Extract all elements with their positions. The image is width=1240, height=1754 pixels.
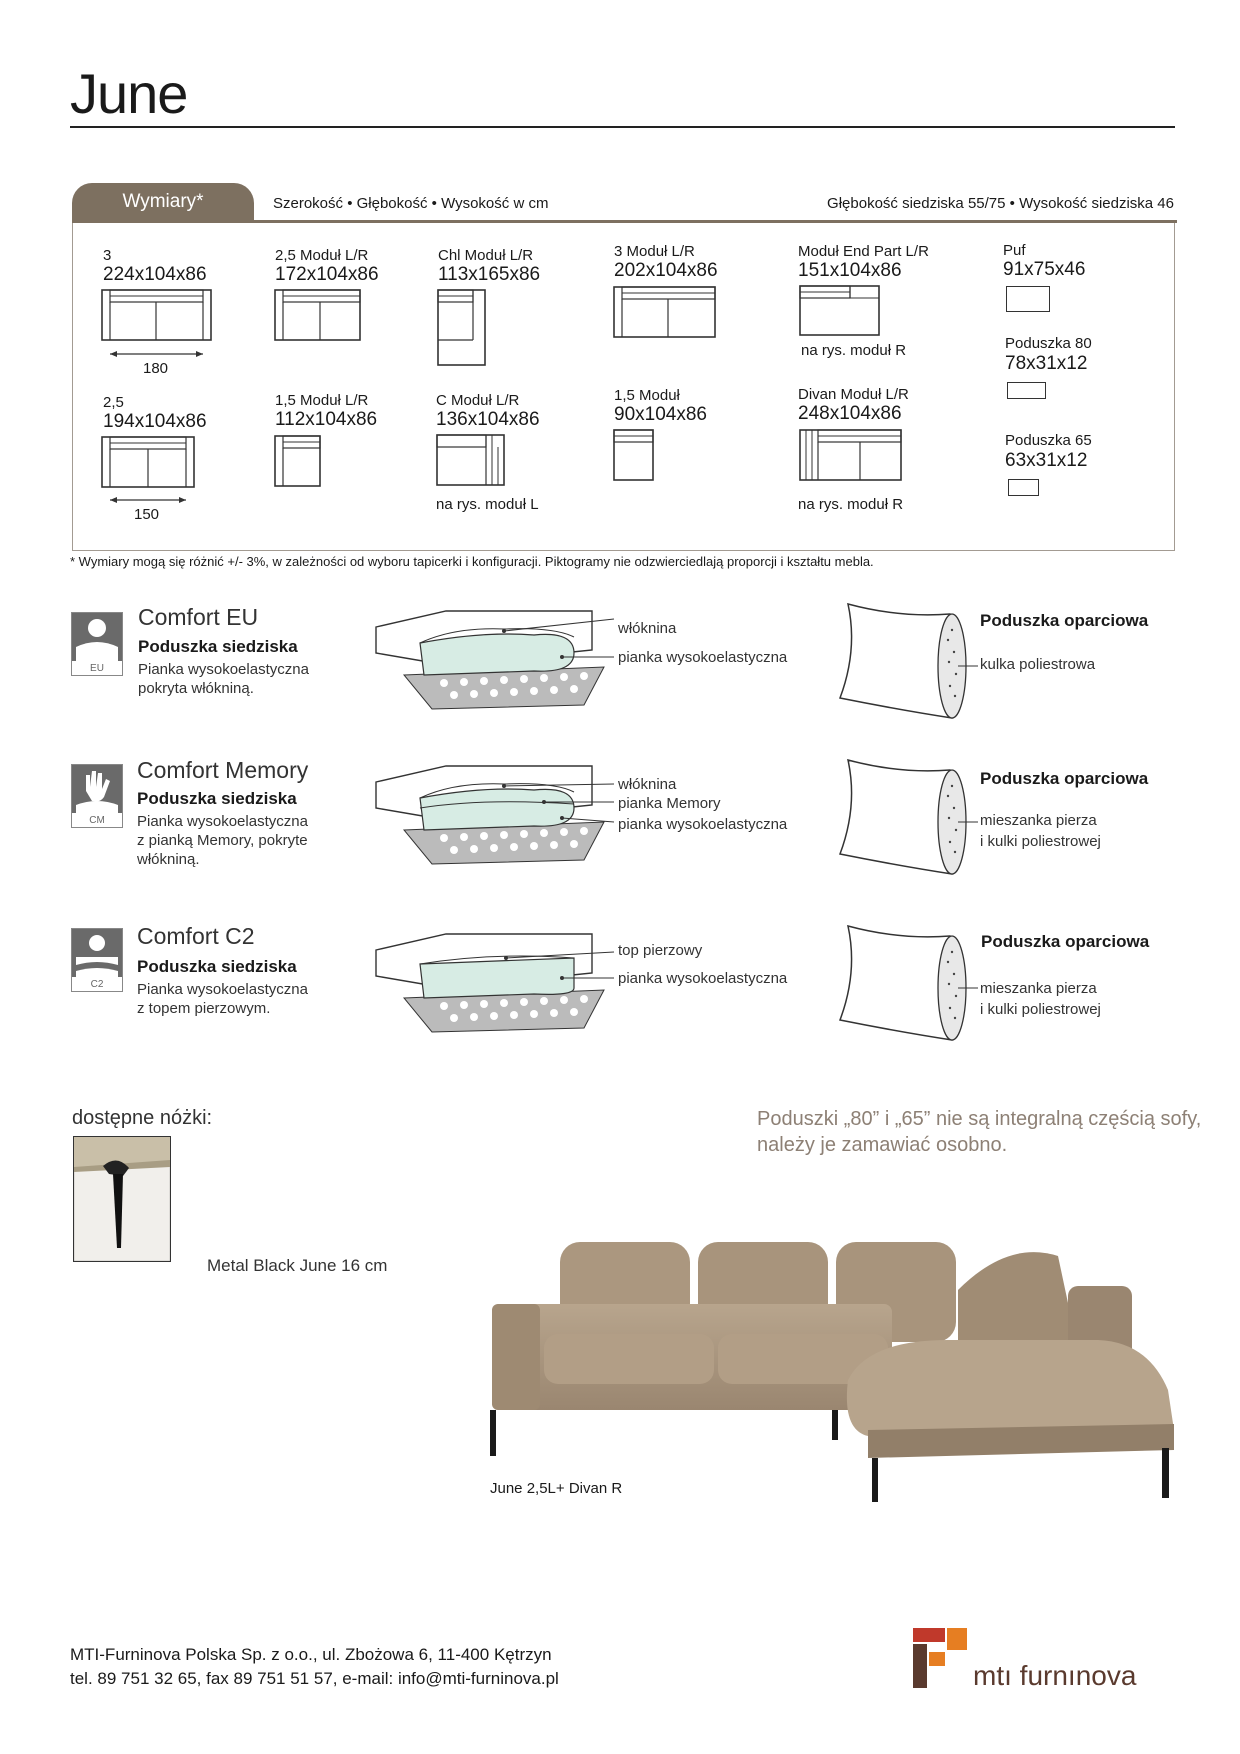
comfort-description xyxy=(138,660,309,698)
module-dims: 91x75x46 xyxy=(1003,259,1086,280)
module-dims: 113x165x86 xyxy=(438,264,541,285)
desc-line: Pianka wysokoelastyczna xyxy=(137,981,308,998)
comfort-badge-label: EU xyxy=(90,663,104,674)
desc-line: z pianką Memory, pokryte xyxy=(137,832,308,849)
layer-label: pianka wysokoelastyczna xyxy=(618,649,788,666)
comfort-c2-badge xyxy=(71,928,123,992)
comfort-memory-badge xyxy=(71,764,123,828)
seat-cushion-diagram xyxy=(374,760,804,870)
module-label: 2,5 Moduł L/R xyxy=(275,247,369,264)
module-pictogram xyxy=(798,428,904,484)
module-measure: 150 xyxy=(134,506,160,523)
module-dims: 172x104x86 xyxy=(275,264,379,285)
module-label: Poduszka 65 xyxy=(1005,432,1092,449)
module-pictogram xyxy=(273,288,363,344)
back-cushion-desc: i kulki poliestrowej xyxy=(980,1001,1101,1018)
module-dims: 194x104x86 xyxy=(103,411,207,432)
comfort-badge-label: CM xyxy=(89,815,105,826)
dimensions-units-note: Szerokość • Głębokość • Wysokość w cm xyxy=(273,195,549,212)
module-pictogram xyxy=(100,288,215,368)
comfort-subtitle: Poduszka siedziska xyxy=(138,637,298,656)
module-label: 3 Moduł L/R xyxy=(614,243,695,260)
module-label: Divan Moduł L/R xyxy=(798,386,909,403)
note-line: Poduszki „80” i „65” nie są integralną częścią sofy, xyxy=(757,1108,1202,1130)
module-pictogram xyxy=(798,284,882,338)
module-pictogram xyxy=(612,285,718,341)
module-pictogram xyxy=(1006,286,1050,312)
module-label: 1,5 Moduł L/R xyxy=(275,392,369,409)
back-cushion-desc: i kulki poliestrowej xyxy=(980,833,1101,850)
module-label: Moduł End Part L/R xyxy=(798,243,929,260)
page-title: June xyxy=(70,62,188,125)
back-cushion-desc: mieszanka pierza xyxy=(980,980,1097,997)
module-dims: 78x31x12 xyxy=(1005,353,1088,374)
module-dims: 248x104x86 xyxy=(798,403,902,424)
hand-press-icon xyxy=(72,765,122,813)
module-note: na rys. moduł R xyxy=(801,342,907,359)
comfort-title: Comfort Memory xyxy=(137,757,309,783)
layer-label: pianka Memory xyxy=(618,795,721,812)
back-cushion-title: Poduszka oparciowa xyxy=(981,932,1150,951)
sofa-caption: June 2,5L+ Divan R xyxy=(490,1480,623,1497)
back-cushion-pillow xyxy=(830,600,980,725)
module-label: 1,5 Moduł xyxy=(614,387,680,404)
module-dims: 202x104x86 xyxy=(614,260,718,281)
module-label: Poduszka 80 xyxy=(1005,335,1092,352)
module-pictogram xyxy=(100,435,197,511)
back-cushion-desc: mieszanka pierza xyxy=(980,812,1097,829)
note-line: należy je zamawiać osobno. xyxy=(757,1134,1008,1156)
seat-depth-height-note: Głębokość siedziska 55/75 • Wysokość siedziska 46 xyxy=(827,195,1174,212)
comfort-description xyxy=(137,812,308,869)
legs-title: dostępne nóżki: xyxy=(72,1107,213,1129)
layer-label: włóknina xyxy=(618,620,677,637)
layer-label: włóknina xyxy=(618,776,677,793)
comfort-description xyxy=(137,980,308,1018)
module-pictogram xyxy=(435,433,507,489)
comfort-title: Comfort C2 xyxy=(137,923,255,949)
cushion-order-note xyxy=(757,1106,1201,1158)
module-dims: 112x104x86 xyxy=(275,409,378,430)
module-label: 3 xyxy=(103,247,112,264)
layer-label: pianka wysokoelastyczna xyxy=(618,970,788,987)
title-divider xyxy=(70,126,1175,128)
module-pictogram xyxy=(273,434,323,490)
seated-person-icon xyxy=(72,613,122,661)
dimensions-tab: Wymiary* xyxy=(72,183,254,223)
module-note: na rys. moduł R xyxy=(798,496,904,513)
back-cushion-pillow xyxy=(830,756,980,881)
comfort-subtitle: Poduszka siedziska xyxy=(137,789,297,808)
module-pictogram xyxy=(1008,479,1039,496)
comfort-badge-label: C2 xyxy=(90,979,104,990)
company-logo xyxy=(913,1628,1183,1690)
module-label: C Moduł L/R xyxy=(436,392,520,409)
module-pictogram xyxy=(612,428,656,484)
module-measure: 180 xyxy=(143,360,169,377)
module-dims: 224x104x86 xyxy=(103,264,207,285)
module-dims: 151x104x86 xyxy=(798,260,902,281)
module-label: Chl Moduł L/R xyxy=(438,247,534,264)
company-address xyxy=(70,1643,559,1691)
comfort-title: Comfort EU xyxy=(138,604,259,630)
layer-label: pianka wysokoelastyczna xyxy=(618,816,788,833)
desc-line: włókniną. xyxy=(137,851,200,868)
leg-photo xyxy=(73,1136,171,1262)
contact-line: tel. 89 751 32 65, fax 89 751 51 57, e-mail: info@mti-furninova.pl xyxy=(70,1669,559,1688)
module-pictogram xyxy=(436,288,488,368)
module-dims: 136x104x86 xyxy=(436,409,540,430)
module-dims: 63x31x12 xyxy=(1005,450,1088,471)
comfort-eu-badge xyxy=(71,612,123,676)
module-label: Puf xyxy=(1003,242,1026,259)
layer-label: top pierzowy xyxy=(618,942,703,959)
module-pictogram xyxy=(1007,382,1046,399)
leg-caption: Metal Black June 16 cm xyxy=(207,1256,388,1275)
module-dims: 90x104x86 xyxy=(614,404,707,425)
module-label: 2,5 xyxy=(103,394,124,411)
back-cushion-title: Poduszka oparciowa xyxy=(980,611,1149,630)
comfort-subtitle: Poduszka siedziska xyxy=(137,957,297,976)
back-cushion-pillow xyxy=(830,922,980,1047)
back-cushion-title: Poduszka oparciowa xyxy=(980,769,1149,788)
desc-line: pokryta włókniną. xyxy=(138,680,254,697)
desc-line: Pianka wysokoelastyczna xyxy=(138,661,309,678)
desc-line: z topem pierzowym. xyxy=(137,1000,271,1017)
dimensions-footnote: * Wymiary mogą się różnić +/- 3%, w zależności od wyboru tapicerki i konfiguracji. Piktogramy nie odzwierciedlają proporcji i kształtu mebla. xyxy=(70,554,874,569)
desc-line: Pianka wysokoelastyczna xyxy=(137,813,308,830)
logo-text: mtı furnınova xyxy=(973,1660,1137,1691)
address-line: MTI-Furninova Polska Sp. z o.o., ul. Zbożowa 6, 11-400 Kętrzyn xyxy=(70,1645,552,1664)
back-cushion-desc: kulka poliestrowa xyxy=(980,656,1096,673)
logo-mark-icon xyxy=(913,1628,969,1690)
reclining-person-icon xyxy=(72,929,122,977)
module-note: na rys. moduł L xyxy=(436,496,539,513)
